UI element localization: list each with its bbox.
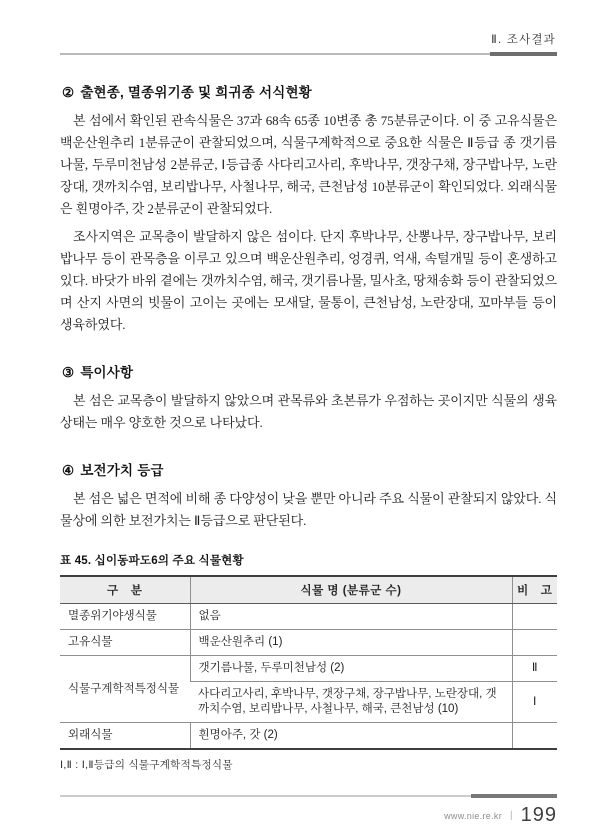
table-header-row <box>60 576 557 604</box>
paragraph: 본 섬은 교목층이 발달하지 않았으며 관목류와 초본류가 우점하는 곳이지만 식물의 생육상태는 매우 양호한 것으로 나타났다. <box>60 393 557 430</box>
section-title: 출현종, 멸종위기종 및 희귀종 서식현황 <box>80 85 312 100</box>
page-number: 199 <box>520 804 557 826</box>
cell-note: Ⅰ <box>512 682 557 723</box>
paragraph: 조사지역은 교목층이 발달하지 않은 섬이다. 단지 후박나무, 산뽕나무, 장구밥나무, 보리밥나무 등이 관목층을 이루고 있으며 백운산원추리, 엉경퀴, 억새, 속털개밀 등이 혼생하고 있다. 바닷가 바위 곁에는 갯까치수염, 해국, 갯기름나물, 밀사초, 땅채송화 등이 관찰되었으며 산지 사면의 빗물이 고이는 곳에는 모새달, 물통이, 큰천남성, 노란장대, 꼬마부들 등이 생육하였다. <box>60 229 557 332</box>
footer-website: www.nie.re.kr <box>444 810 503 821</box>
cell-plants: 흰명아주, 갓 (2) <box>190 723 512 750</box>
footer <box>444 804 557 827</box>
cell-note <box>512 604 557 630</box>
section-number-icon: ③ <box>62 365 75 380</box>
plant-status-table <box>60 575 557 750</box>
cell-note: Ⅱ <box>512 656 557 682</box>
section-title: 보전가치 등급 <box>80 463 164 478</box>
table-row <box>60 604 557 630</box>
footer-rule <box>60 795 471 797</box>
cell-plants: 사다리고사리, 후박나무, 갯장구채, 장구밥나무, 노란장대, 갯까치수염, 보리밥나무, 사철나무, 해국, 큰천남성 (10) <box>190 682 512 723</box>
cell-category: 고유식물 <box>60 630 190 656</box>
header-rule-accent <box>490 52 557 56</box>
section-number-icon: ④ <box>62 463 75 478</box>
page-content <box>60 84 557 772</box>
cell-category: 멸종위기야생식물 <box>68 610 157 622</box>
cell-plants: 없음 <box>190 604 512 630</box>
section-heading-conservation-grade <box>62 462 557 480</box>
section-heading-appearance-species <box>62 84 557 102</box>
table-caption: 표 45. 십이동파도6의 주요 식물현황 <box>60 555 244 567</box>
cell-note <box>512 630 557 656</box>
table-row <box>60 723 557 750</box>
footer-rule-accent <box>471 794 557 798</box>
paragraph: 본 섬은 넓은 면적에 비해 종 다양성이 낮을 뿐만 아니라 주요 식물이 관찰되지 않았다. 식물상에 의한 보전가치는 Ⅱ등급으로 판단된다. <box>60 491 557 528</box>
cell-note <box>512 723 557 750</box>
column-header-category: 구 분 <box>60 576 190 604</box>
cell-plants: 백운산원추리 (1) <box>190 630 512 656</box>
column-header-note: 비 고 <box>512 576 557 604</box>
header-chapter-title: Ⅱ. 조사결과 <box>491 34 556 46</box>
section-title: 특이사항 <box>80 365 134 380</box>
cell-plants: 갯기름나물, 두루미천남성 (2) <box>190 656 512 682</box>
column-header-plants: 식물 명 (분류군 수) <box>190 576 512 604</box>
section-number-icon: ② <box>62 85 75 100</box>
section-heading-remarks <box>62 364 557 382</box>
cell-category: 식물구계학적특정식물 <box>60 656 190 723</box>
table-row <box>60 630 557 656</box>
footer-separator: | <box>510 810 513 821</box>
header-rule <box>60 53 557 55</box>
table-footnote: Ⅰ,Ⅱ : Ⅰ,Ⅱ등급의 식물구계학적특정식물 <box>60 759 233 771</box>
cell-category: 외래식물 <box>60 723 190 750</box>
paragraph: 본 섬에서 확인된 관속식물은 37과 68속 65종 10변종 총 75분류군이다. 이 중 고유식물은 백운산원추리 1분류군이 관찰되었으며, 식물구계학적으로 중요한 식물은 Ⅱ등급 종 갯기름나물, 두루미천남성 2분류군, Ⅰ등급종 사다리고사리, 후박나무, 갯장구채, 장구밥나무, 노란장대, 갯까치수염, 보리밥나무, 사철나무, 해국, 큰천남성 10분류군이 확인되었다. 외래식물은 흰명아주, 갓 2분류군이 관찰되었다. <box>60 113 557 216</box>
table-row <box>60 656 557 682</box>
